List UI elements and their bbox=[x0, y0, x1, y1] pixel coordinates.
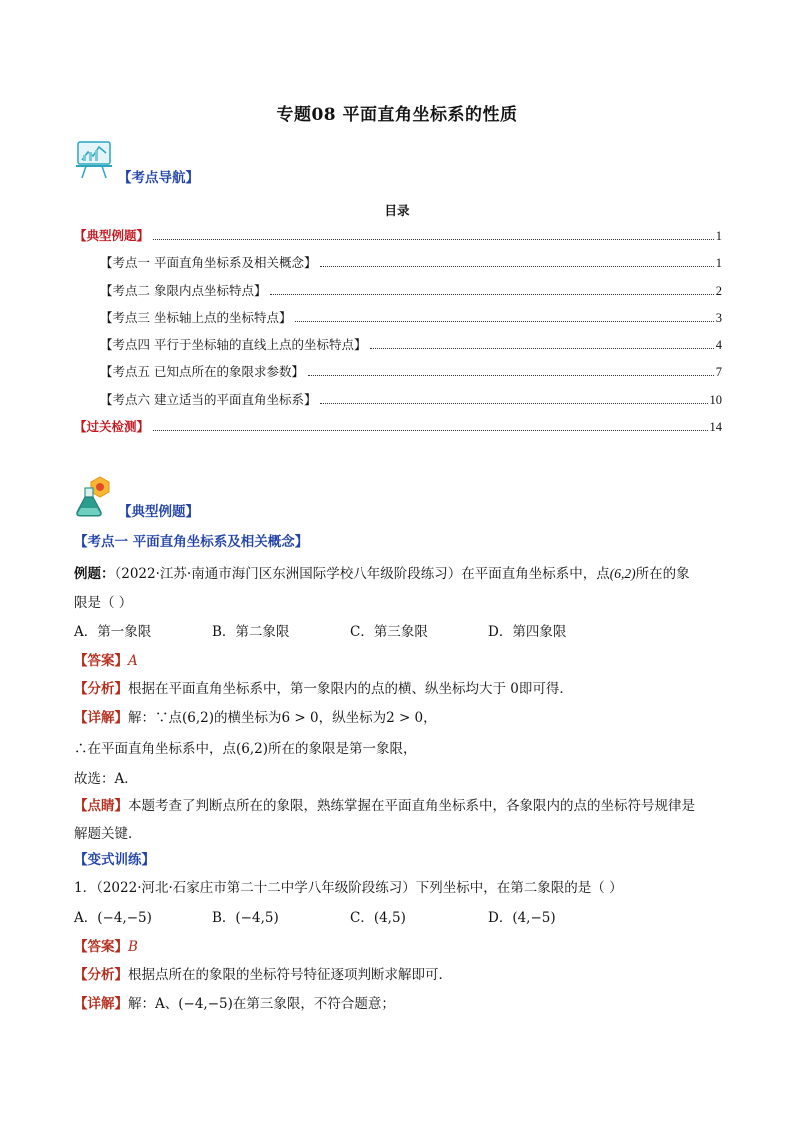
option-c[interactable]: C．第三象限 bbox=[350, 624, 428, 640]
toc-entry-label: 【考点二 象限内点坐标特点】 bbox=[100, 283, 267, 298]
toc-entry[interactable] bbox=[100, 335, 722, 353]
option-b[interactable]: B．(−4,5) bbox=[212, 910, 279, 926]
toc-leader bbox=[370, 347, 713, 349]
toc-entry[interactable] bbox=[74, 417, 722, 435]
analysis-label: 【分析】 bbox=[74, 681, 128, 697]
detail-label: 【详解】 bbox=[74, 996, 128, 1012]
analysis-line bbox=[74, 677, 573, 697]
example-point: (6,2) bbox=[609, 566, 636, 581]
toc-entry-label: 【考点一 平面直角坐标系及相关概念】 bbox=[100, 255, 317, 270]
toc-heading: 目录 bbox=[384, 203, 410, 218]
toc-entry-page: 14 bbox=[709, 420, 722, 434]
analysis-label: 【分析】 bbox=[74, 967, 128, 983]
example-prefix: 例题： bbox=[74, 566, 115, 582]
detail-text: 解：A、(−4,−5)在第三象限，不符合题意； bbox=[128, 996, 395, 1012]
toc-entry-page: 4 bbox=[715, 338, 722, 352]
answer-value: B bbox=[128, 939, 138, 955]
toc-entry-label: 【考点三 坐标轴上点的坐标特点】 bbox=[100, 310, 292, 325]
toc-entry-label: 【典型例题】 bbox=[74, 228, 150, 243]
option-d[interactable]: D．第四象限 bbox=[488, 624, 567, 640]
example-text-cont: 所在的象 bbox=[635, 566, 690, 582]
toc-leader bbox=[270, 293, 713, 295]
nav-section-label: 【考点导航】 bbox=[118, 170, 199, 186]
detail-line-2: ∴在平面直角坐标系中，点(6,2)所在的象限是第一象限， bbox=[74, 741, 417, 757]
toc-entry-label: 【考点六 建立适当的平面直角坐标系】 bbox=[100, 392, 317, 407]
toc-entry-page: 1 bbox=[715, 229, 722, 243]
toc-entry[interactable] bbox=[100, 362, 722, 380]
analysis-text: 根据点所在的象限的坐标符号特征逐项判断求解即可． bbox=[128, 967, 452, 983]
comment-line-1 bbox=[74, 794, 695, 814]
presentation-board-icon bbox=[74, 140, 118, 180]
toc-leader bbox=[320, 402, 707, 404]
toc-entry-page: 10 bbox=[709, 393, 722, 407]
answer-label: 【答案】 bbox=[74, 939, 128, 955]
detail-text: 解：∵点(6,2)的横坐标为6 > 0，纵坐标为2 > 0， bbox=[128, 710, 437, 726]
variant-detail-line bbox=[74, 992, 395, 1012]
option-a[interactable]: A．(−4,−5) bbox=[74, 910, 152, 926]
section-label: 【典型例题】 bbox=[118, 504, 199, 520]
option-d[interactable]: D．(4,−5) bbox=[488, 910, 556, 926]
toc-entry[interactable] bbox=[74, 226, 722, 244]
page-title: 专题08 平面直角坐标系的性质 bbox=[276, 105, 518, 125]
toc-entry-label: 【考点四 平行于坐标轴的直线上点的坐标特点】 bbox=[100, 337, 367, 352]
toc-entry-label: 【过关检测】 bbox=[74, 419, 150, 434]
toc-entry-page: 3 bbox=[715, 311, 722, 325]
answer-value: A bbox=[128, 653, 138, 669]
example-line-1 bbox=[74, 562, 690, 582]
example-options bbox=[74, 620, 566, 640]
toc-entry-page: 1 bbox=[715, 256, 722, 270]
detail-line-1 bbox=[74, 706, 437, 726]
toc-entry-label: 【考点五 已知点所在的象限求参数】 bbox=[100, 364, 304, 379]
toc-leader bbox=[320, 265, 713, 267]
option-a[interactable]: A．第一象限 bbox=[74, 624, 152, 640]
option-c[interactable]: C．(4,5) bbox=[350, 910, 406, 926]
topic-heading: 【考点一 平面直角坐标系及相关概念】 bbox=[74, 534, 309, 550]
example-line-2: 限是（ ） bbox=[74, 595, 133, 611]
answer-line bbox=[74, 649, 138, 669]
variant-heading: 【变式训练】 bbox=[74, 852, 155, 868]
answer-label: 【答案】 bbox=[74, 653, 128, 669]
toc-entry[interactable] bbox=[100, 281, 722, 299]
toc-entry[interactable] bbox=[100, 253, 722, 271]
toc-leader bbox=[308, 374, 714, 376]
comment-text: 本题考查了判断点所在的象限，熟练掌握在平面直角坐标系中，各象限内的点的坐标符号规律是 bbox=[128, 798, 695, 814]
toc-entry[interactable] bbox=[100, 390, 722, 408]
toc-entry[interactable] bbox=[100, 308, 722, 326]
variant-answer-line bbox=[74, 935, 138, 955]
toc-leader bbox=[295, 320, 713, 322]
toc-leader bbox=[153, 238, 714, 240]
option-b[interactable]: B．第二象限 bbox=[212, 624, 290, 640]
example-text: （2022·江苏·南通市海门区东洲国际学校八年级阶段练习）在平面直角坐标系中，点 bbox=[114, 566, 610, 582]
toc-entry-page: 2 bbox=[715, 284, 722, 298]
detail-label: 【详解】 bbox=[74, 710, 128, 726]
variant-options bbox=[74, 906, 556, 926]
comment-line-2: 解题关键． bbox=[74, 826, 142, 842]
analysis-text: 根据在平面直角坐标系中，第一象限内的点的横、纵坐标均大于 0即可得． bbox=[128, 681, 573, 697]
toc-entry-page: 7 bbox=[715, 365, 722, 379]
variant-analysis-line bbox=[74, 963, 452, 983]
flask-icon bbox=[74, 474, 118, 518]
comment-label: 【点睛】 bbox=[74, 798, 128, 814]
detail-line-3: 故选：A． bbox=[74, 771, 138, 787]
toc-leader bbox=[153, 429, 707, 431]
variant-question: 1．（2022·河北·石家庄市第二十二中学八年级阶段练习）下列坐标中，在第二象限的是（ ） bbox=[74, 880, 623, 896]
